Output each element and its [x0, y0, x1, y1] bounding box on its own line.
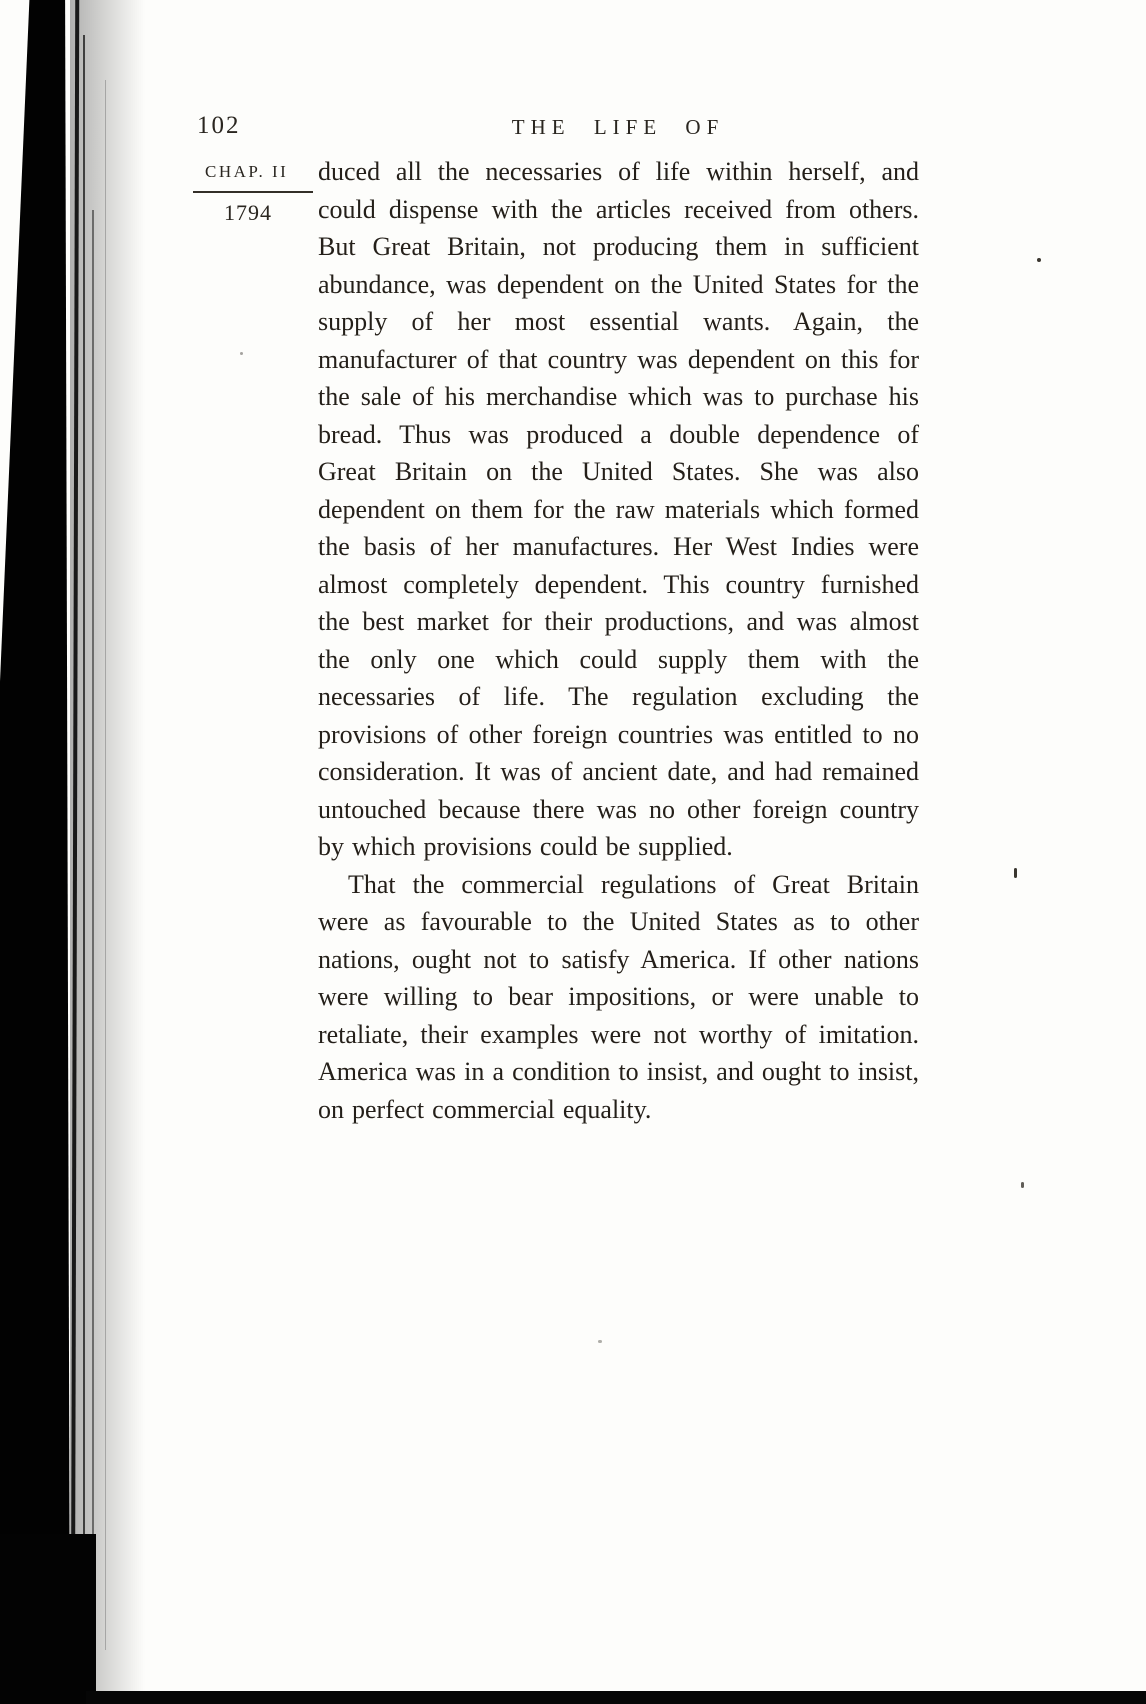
paragraph: That the commercial regulations of Great Britain were as favourable to the United States as to other nations, ought not to satisfy America. If other nations were willing to bear impositions, or were unable to retaliate, their examples were not worthy of imitation. America was in a condition to insist, and ought to insist, on perfect commercial equality.: [318, 869, 919, 1124]
year-label: 1794: [224, 200, 272, 225]
scan-speck: [1021, 1182, 1024, 1188]
scan-speck: [240, 352, 243, 355]
scan-speck: [1014, 868, 1017, 878]
scan-streak: [71, 0, 79, 1704]
page-body: [318, 153, 919, 1128]
scan-bottom-corner: [0, 1534, 96, 1704]
paragraph: duced all the necessaries of life within herself, and could dispense with the articles received from others. But Great Britain, not producing them in sufficient abundance, was dependent on the United States for the supply of her most essential wants. Again, the manufacturer of that country was dependent on this for the sale of his merchandise which was to purchase his bread. Thus was produced a double dependence of Great Britain on the United States. She was also dependent on them for the raw materials which formed the basis of her manufactures. Her West Indies were almost completely dependent. This country furnished the best market for their productions, and was almost the only one which could supply them with the necessaries of life. The regulation excluding the provisions of other foreign countries was entitled to no consideration. It was of ancient date, and had remained untouched because there was no other foreign country by which provisions could be supplied.: [318, 157, 919, 861]
chapter-label: CHAP. II: [205, 162, 289, 181]
scan-gutter-shadow: [70, 0, 145, 1704]
scan-speck: [598, 1340, 602, 1343]
chapter-rule: [193, 191, 313, 193]
scan-page-edge-line: [105, 80, 106, 1650]
scan-gutter-wedge: [0, 0, 70, 1704]
scan-streak: [92, 210, 94, 1680]
page-number: 102: [197, 112, 241, 139]
scan-streak: [83, 35, 85, 1695]
running-title: THE LIFE OF: [511, 115, 725, 139]
scan-speck: [1037, 258, 1041, 262]
scan-bottom-band: [86, 1691, 1146, 1704]
